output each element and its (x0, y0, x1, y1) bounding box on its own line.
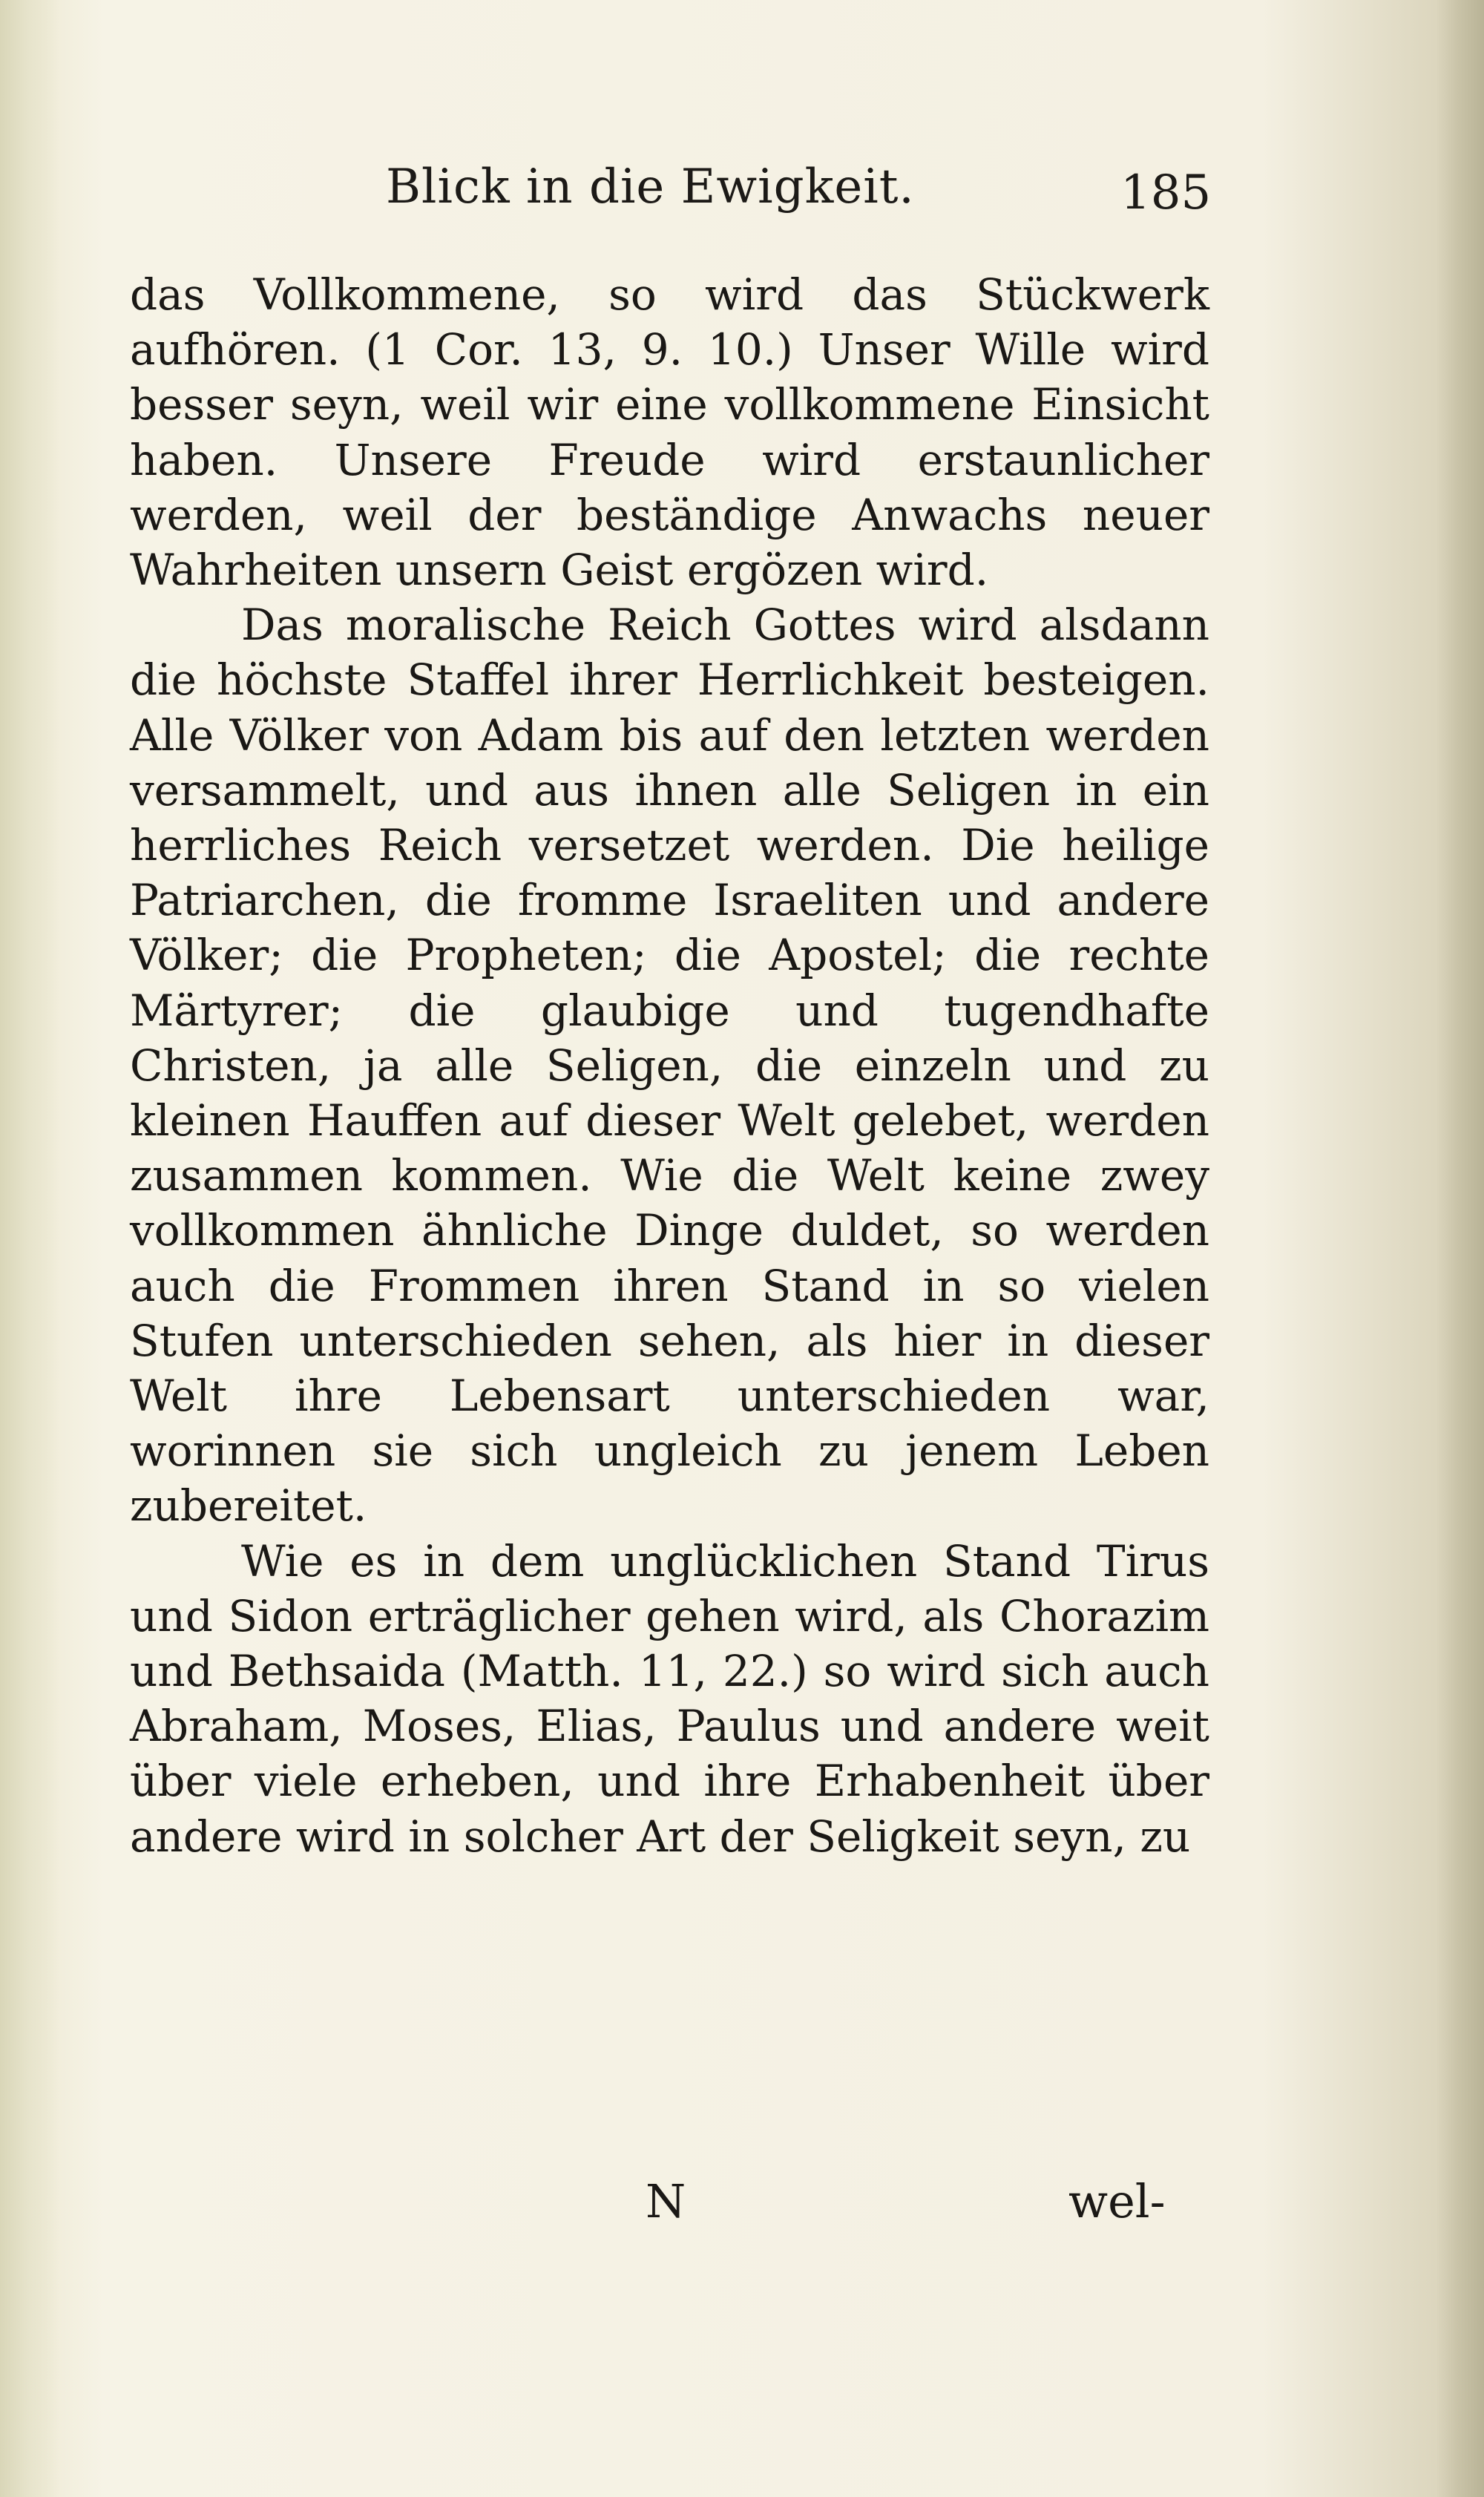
paragraph-moral-kingdom: Das moralische Reich Gottes wird alsdann die höchste Staffel ihrer Herrlichkeit besteigen. Alle Völker von Adam bis auf den letzten werden versammelt, und aus ihnen alle Seligen in ein herrliches Reich versetzet werden. Die heilige Patriarchen, die fromme Israeliten und andere Völker; die Propheten; die Apostel; die rechte Märtyrer; die glaubige und tugendhafte Christen, ja alle Seligen, die einzeln und zu kleinen Hauffen auf dieser Welt gelebet, werden zusammen kommen. Wie die Welt keine zwey vollkommen ähnliche Dinge duldet, so werden auch die Frommen ihren Stand in so vielen Stufen unterschieden sehen, als hier in dieser Welt ihre Lebensart unterschieden war, worinnen sie sich ungleich zu jenem Leben zubereitet. (130, 600, 1209, 1532)
page-number: 185 (1120, 165, 1212, 220)
running-head: Blick in die Ewigkeit. (386, 160, 915, 214)
page-footer (0, 2174, 1484, 2256)
paragraph-tyre-sidon: Wie es in dem unglücklichen Stand Tirus und Sidon erträglicher gehen wird, als Chorazim und Bethsaida (Matth. 11, 22.) so wird sich auch Abraham, Moses, Elias, Paulus und andere weit über viele erheben, und ihre Erhabenheit über andere wird in solcher Art der Seligkeit seyn, zu (130, 1535, 1209, 1862)
catchword: wel- (1068, 2174, 1166, 2228)
paragraph-continuation: das Vollkommene, so wird das Stückwerk aufhören. (1 Cor. 13, 9. 10.) Unser Wille wird besser seyn, weil wir eine vollkommene Einsicht haben. Unsere Freude wird erstaunlicher werden, weil der beständige Anwachs neuer Wahrheiten unsern Geist ergözen wird. (130, 269, 1209, 596)
signature-mark: N (646, 2174, 686, 2228)
page-header (0, 160, 1484, 241)
page-edge-shadow (0, 0, 59, 2497)
body-text (130, 267, 1209, 1864)
